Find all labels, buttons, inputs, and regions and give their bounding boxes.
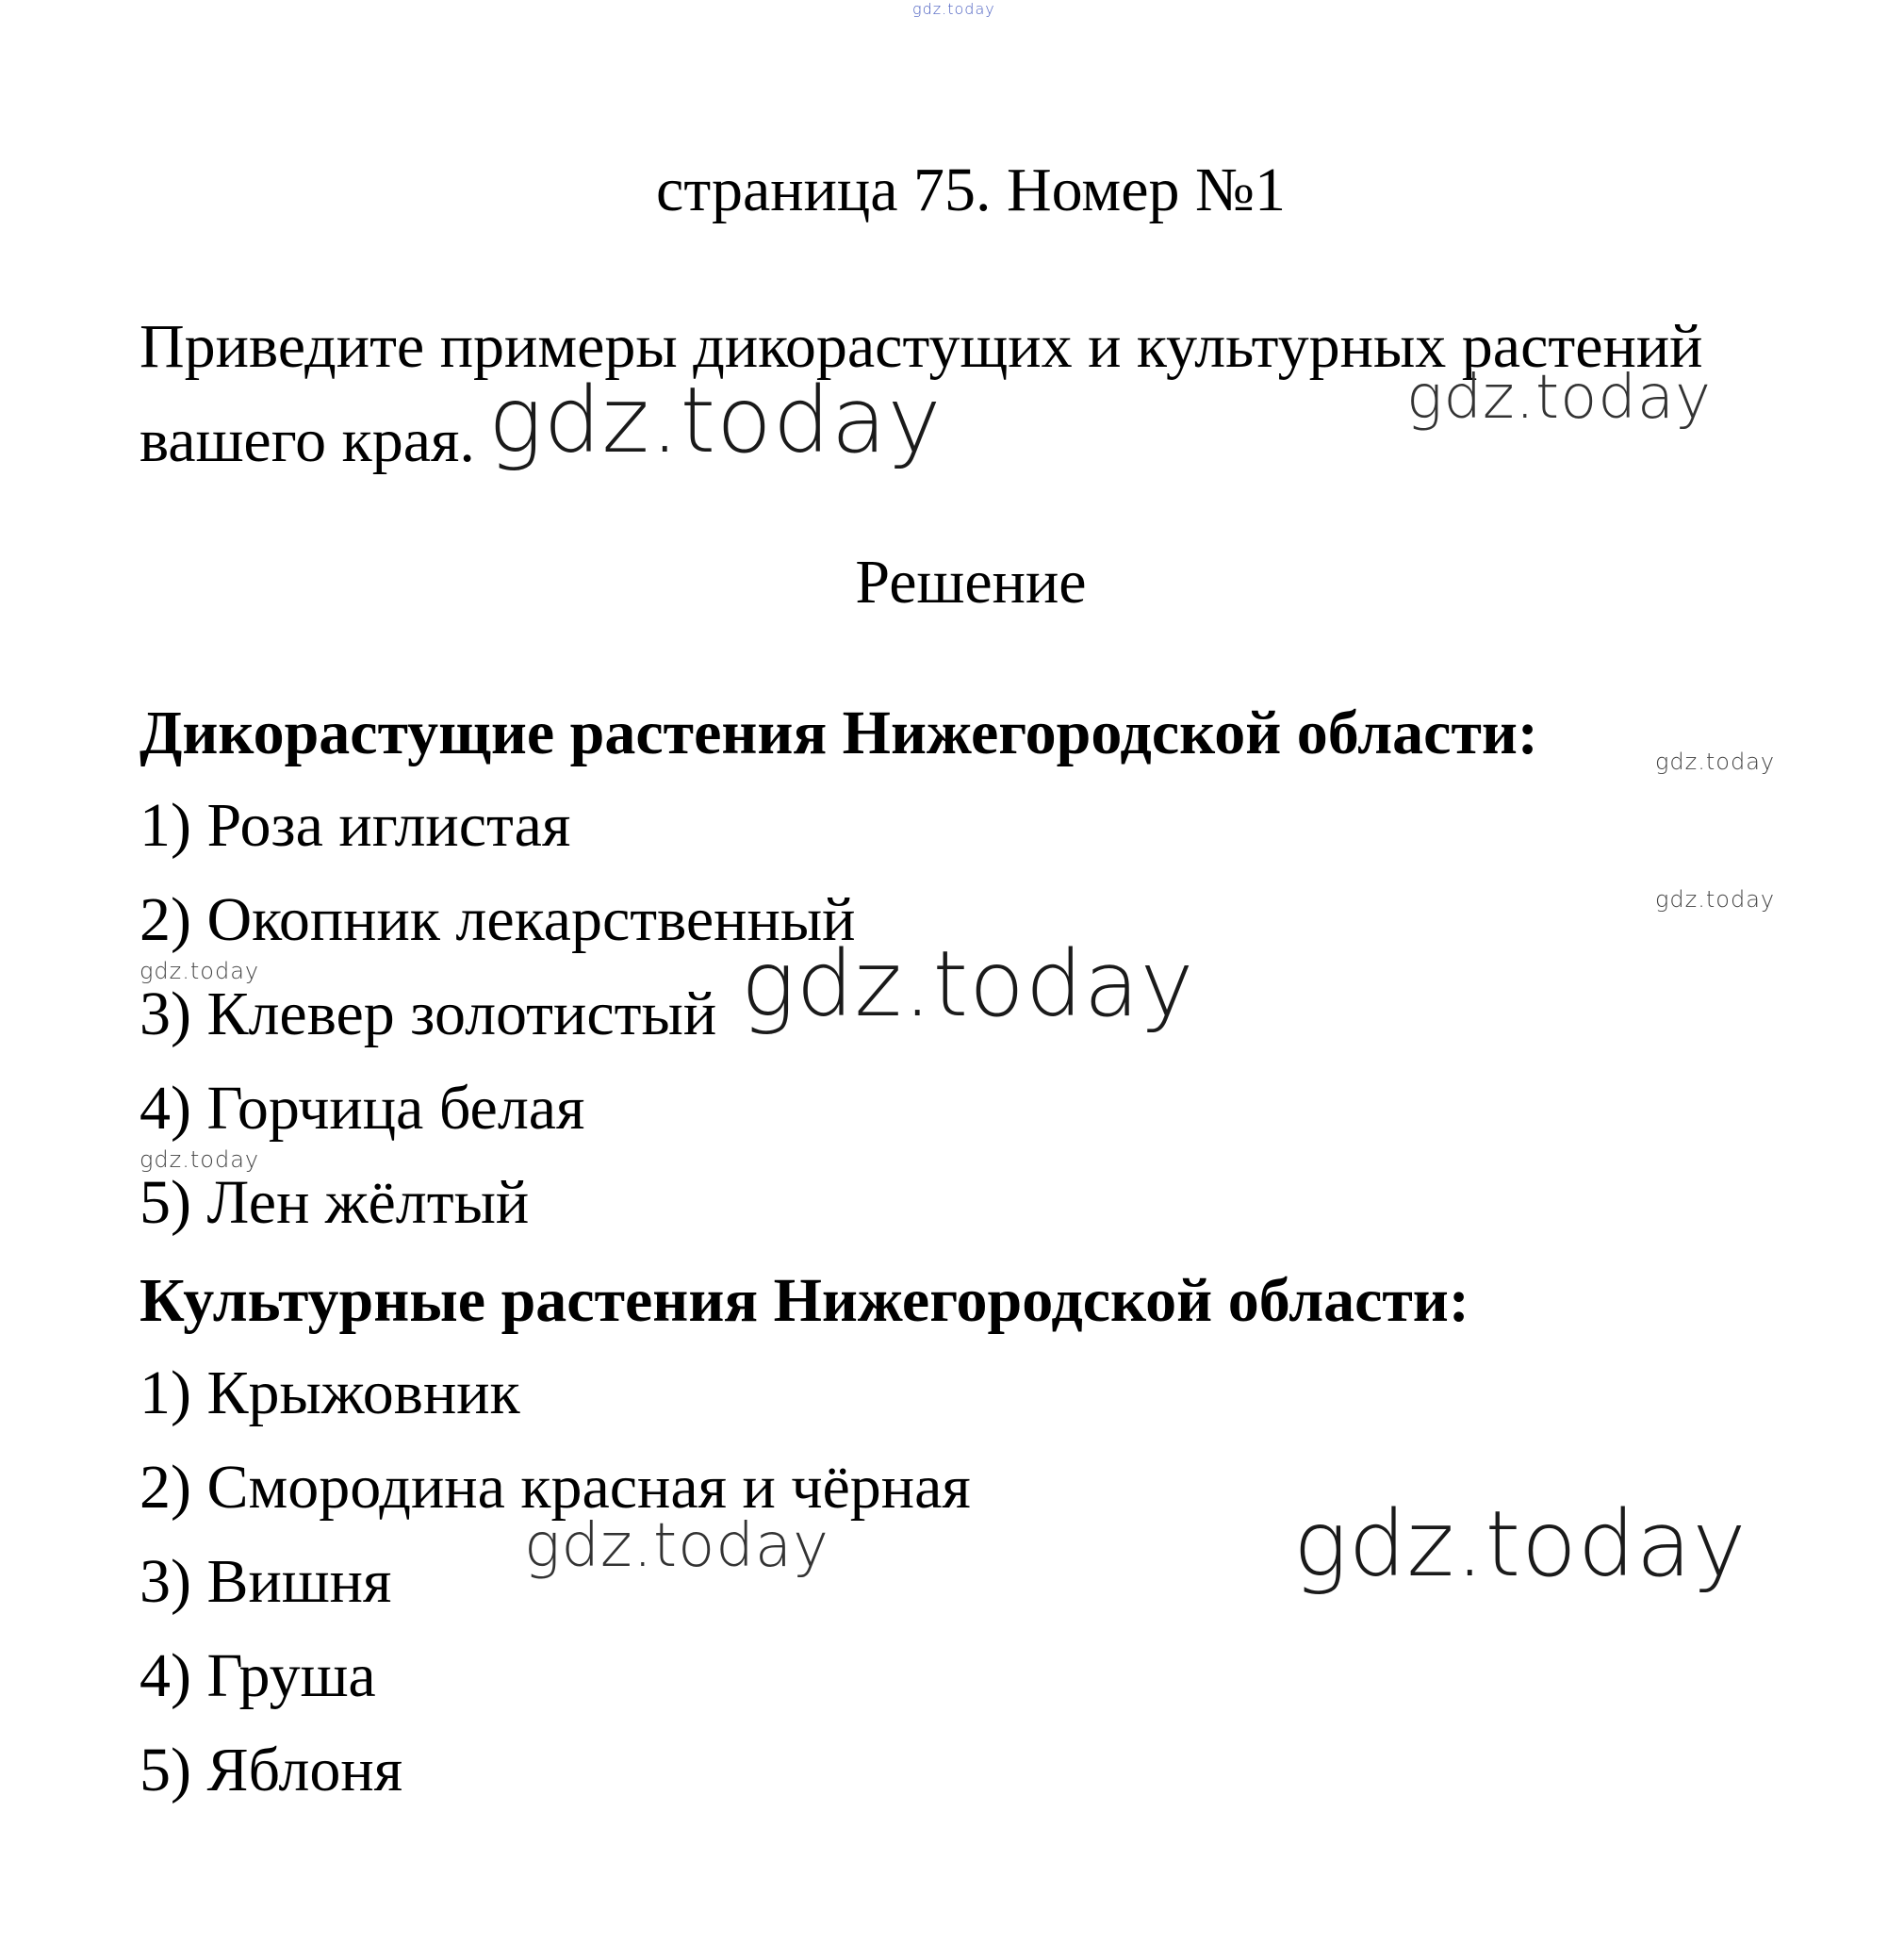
page-title: страница 75. Номер №1 [656,156,1286,224]
cultivated-plants-heading: Культурные растения Нижегородской области: [140,1266,1469,1335]
list-item: 1) Крыжовник [140,1359,520,1427]
list-item: 1) Роза иглистая [140,791,571,860]
watermark: gdz.today [1655,886,1776,913]
list-item: 2) Окопник лекарственный [140,885,856,954]
list-item: 2) Смородина красная и чёрная [140,1453,971,1522]
list-item: 5) Яблоня [140,1736,403,1804]
watermark: gdz.today [140,1146,260,1173]
list-item: 5) Лен жёлтый [140,1168,530,1237]
watermark: gdz.today [1406,363,1712,433]
watermark: gdz.today [140,958,260,984]
watermark-top: gdz.today [912,0,995,18]
watermark: gdz.today [524,1511,829,1581]
list-item: 4) Груша [140,1641,376,1710]
watermark: gdz.today [741,931,1195,1037]
watermark: gdz.today [1655,749,1776,775]
watermark: gdz.today [488,368,943,473]
watermark: gdz.today [1293,1491,1748,1597]
cultivated-plants-list [140,1346,971,1818]
solution-heading: Решение [855,548,1087,617]
list-item: 3) Клевер золотистый [140,980,717,1048]
list-item: 3) Вишня [140,1547,392,1616]
wild-plants-heading: Дикорастущие растения Нижегородской области: [140,699,1538,767]
task-text: Приведите примеры дикорастущих и культурных растений вашего края. [140,312,1703,475]
list-item: 4) Горчица белая [140,1074,585,1143]
